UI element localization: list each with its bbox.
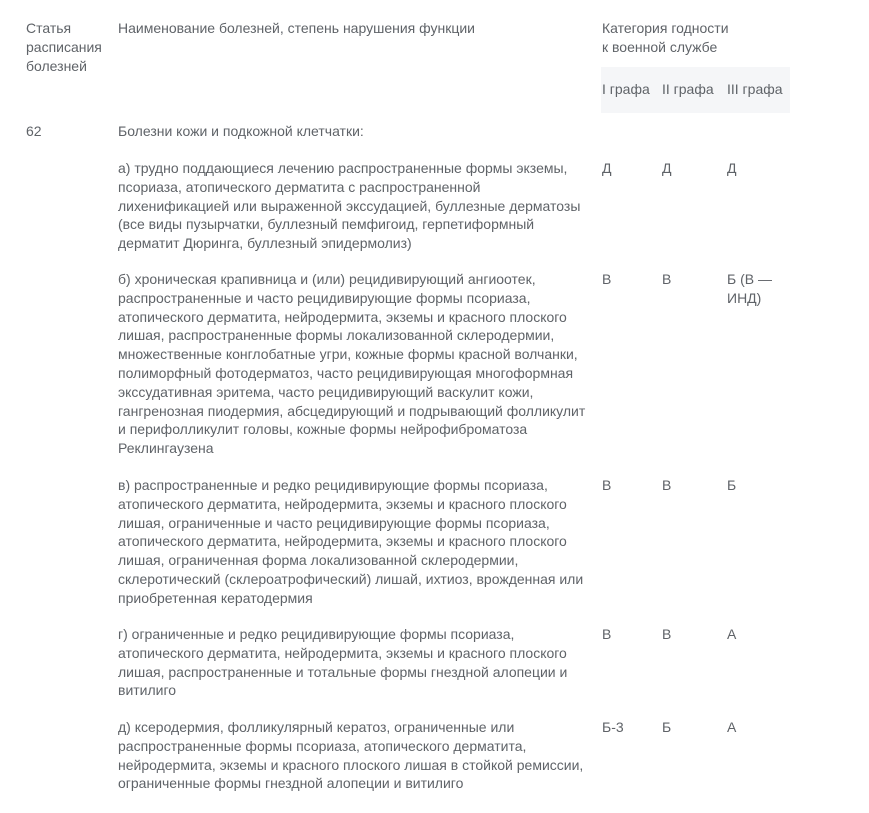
header-category-line: Категория годности	[602, 20, 729, 36]
disease-row-a-graf1: Д	[602, 160, 612, 176]
disease-row-a-text: а) трудно поддающиеся лечению распространенные формы экземы, псориаза, атопического дерматита с распространенной лихенификацией или выраженной экссудацией, буллезные дерматозы (все виды пузырчатки, буллезный пемфигоид, герпетиформный дерматит Дюринга, буллезный эпидермолиз)	[118, 160, 581, 252]
header-category-line: к военной службе	[602, 38, 718, 55]
article-number: 62	[26, 123, 42, 139]
header-graf-1: I графа	[602, 81, 650, 97]
disease-row-a-graf2: Д	[662, 160, 672, 176]
disease-row-g-graf2: В	[662, 626, 672, 642]
disease-row-v-graf1: В	[602, 477, 612, 493]
disease-row-b-text: б) хроническая крапивница и (или) рецидивирующий ангиоотек, распространенные и часто рецидивирующие формы псориаза, атопического дерматита, нейродермита, экземы и красного плоского лишая, распространенные формы локализованной склеродермии, множественные конглобатные угри, кожные формы красной волчанки, полиморфный фотодерматоз, часто рецидивирующая многоформная экссудативная эритема, часто рецидивирующий васкулит кожи, гангренозная пиодермия, абсцедирующий и подрывающий фолликулит и перифолликулит головы, кожные формы нейрофиброматоза Реклингаузена	[118, 271, 586, 457]
disease-row-b-graf1: В	[602, 271, 612, 287]
disease-row-d-text: д) ксеродермия, фолликулярный кератоз, ограниченные или распространенные формы псориаза, атопического дерматита, нейродермита, экземы и красного плоского лишая в стойкой ремиссии, ограниченные формы гнездной алопеции и витилиго	[118, 719, 584, 792]
disease-row-g-graf1: В	[602, 626, 612, 642]
header-article	[26, 19, 116, 75]
disease-row-g-text: г) ограниченные и редко рецидивирующие формы псориаза, атопического дерматита, нейродермита, экземы и красного плоского лишая, распространенные и тотальные формы гнездной алопеции и витилиго	[118, 626, 568, 699]
header-fitness-category	[602, 19, 802, 57]
disease-row-d-graf3: А	[727, 719, 737, 735]
disease-row-d-graf2: Б	[662, 719, 672, 735]
header-graf-2: II графа	[662, 81, 714, 97]
article-title: Болезни кожи и подкожной клетчатки:	[118, 123, 364, 139]
header-article-line: болезней	[26, 57, 87, 74]
disease-row-v-text: в) распространенные и редко рецидивирующие формы псориаза, атопического дерматита, нейродермита, экземы и красного плоского лишая, ограниченные и часто рецидивирующие формы псориаза, атопического дерматита, нейродермита, экземы и красного плоского лишая, ограниченная форма локализованной склеродермии, склеротический (склероатрофический) лишай, ихтиоз, врожденная или приобретенная кератодермия	[118, 477, 584, 606]
header-disease-name: Наименование болезней, степень нарушения функции	[118, 20, 476, 36]
disease-row-b-graf3: Б (В — ИНД)	[727, 271, 772, 306]
disease-row-b-graf2: В	[662, 271, 672, 287]
header-graf-3: III графа	[727, 81, 783, 97]
header-article-line: Статья	[26, 20, 72, 36]
header-article-line: расписания	[26, 38, 102, 55]
disease-row-d-graf1: Б-3	[602, 719, 624, 735]
disease-row-a-graf3: Д	[727, 160, 737, 176]
disease-row-g-graf3: А	[727, 626, 737, 642]
disease-row-v-graf3: Б	[727, 477, 737, 493]
disease-row-v-graf2: В	[662, 477, 672, 493]
